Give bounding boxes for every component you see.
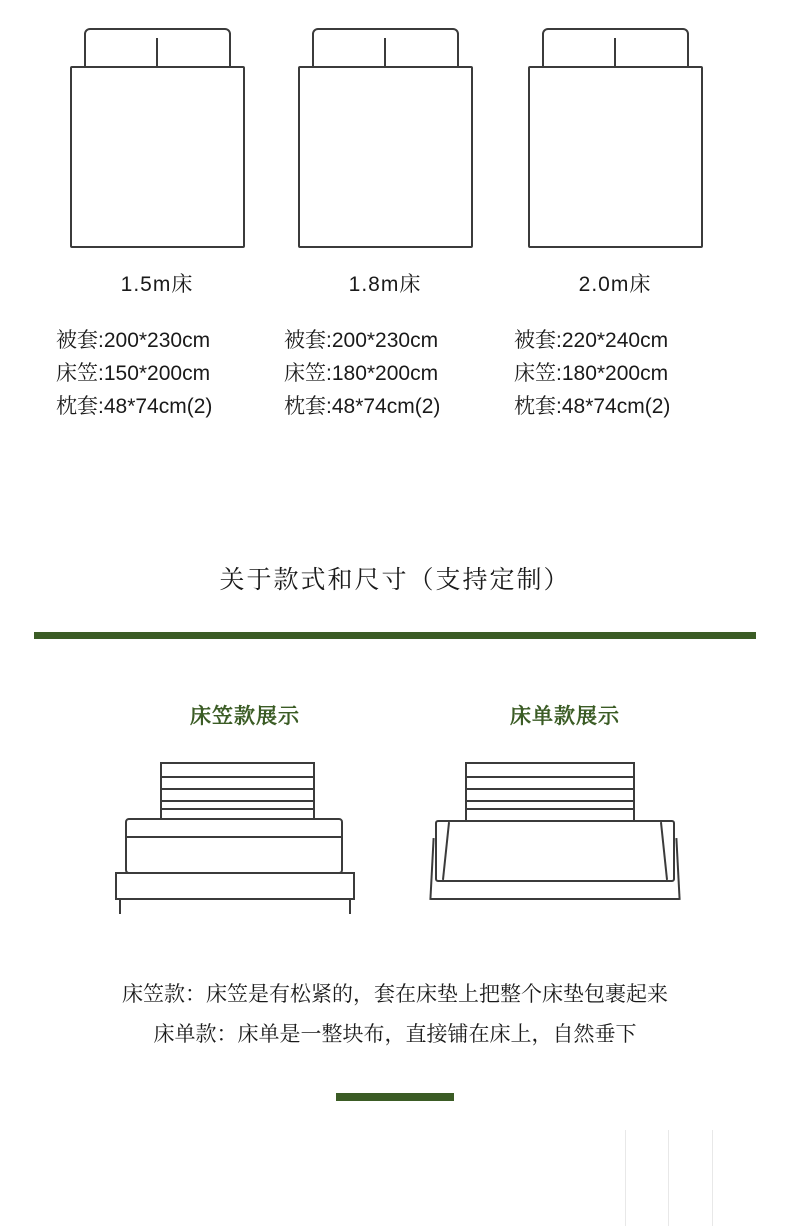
description-fitted: 床笠款：床笠是有松紧的，套在床垫上把整个床垫包裹起来: [122, 983, 668, 1006]
bed-spec-list: [500, 324, 730, 423]
spec-fitted-sheet: 床笠:150*200cm: [56, 362, 211, 385]
headboard-post-right: [633, 762, 635, 826]
headboard-post-left: [160, 762, 162, 824]
style-column-flat: [405, 700, 725, 922]
spec-pillowcase: 枕套:48*74cm(2): [56, 395, 213, 418]
sheet-drape-bottom: [431, 898, 679, 900]
fitted-sheet-edge-line: [127, 836, 341, 838]
spec-fitted-sheet: 床笠:180*200cm: [284, 362, 439, 385]
bed-spec-list: [42, 324, 272, 423]
bed-top-view-diagram: [70, 20, 245, 250]
bed-size-label: 1.8m床: [348, 273, 422, 296]
flat-sheet-shape: [435, 820, 675, 882]
bed-leg-left: [119, 900, 121, 914]
mattress-with-fitted-sheet: [125, 818, 343, 874]
headboard-slat-3: [160, 800, 315, 802]
bed-base-shape: [115, 872, 355, 900]
headboard-slat-2: [465, 788, 635, 790]
headboard-shape: [160, 762, 315, 810]
sheet-drape-left: [429, 838, 434, 900]
headboard-post-right: [313, 762, 315, 824]
bed-top-view-diagram: [298, 20, 473, 250]
bed-leg-right: [349, 900, 351, 914]
spec-pillowcase: 枕套:48*74cm(2): [514, 395, 671, 418]
headboard-post-left: [465, 762, 467, 826]
bed-size-label: 2.0m床: [578, 273, 652, 296]
spec-duvet-cover: 被套:200*230cm: [284, 329, 439, 352]
section-heading: 关于款式和尺寸（支持定制）: [219, 566, 571, 594]
bed-size-column-1: [42, 20, 272, 423]
style-title-fitted: 床笠款展示: [190, 705, 300, 728]
fitted-sheet-bed-diagram: [115, 762, 375, 922]
footer-background-lines: [0, 1130, 790, 1226]
style-title-flat: 床单款展示: [510, 705, 620, 728]
spec-pillowcase: 枕套:48*74cm(2): [284, 395, 441, 418]
spec-fitted-sheet: 床笠:180*200cm: [514, 362, 669, 385]
spec-duvet-cover: 被套:220*240cm: [514, 329, 669, 352]
bed-size-label: 1.5m床: [120, 273, 194, 296]
spec-duvet-cover: 被套:200*230cm: [56, 329, 211, 352]
duvet-shape: [70, 66, 245, 248]
bed-spec-list: [270, 324, 500, 423]
flat-sheet-bed-diagram: [435, 762, 695, 922]
headboard-slat-3: [465, 800, 635, 802]
duvet-shape: [298, 66, 473, 248]
footer-accent-rule: [336, 1093, 454, 1101]
bed-top-view-diagram: [528, 20, 703, 250]
headboard-shape: [465, 762, 635, 810]
bed-size-section: [0, 0, 790, 460]
headboard-slat-1: [160, 776, 315, 778]
style-description-block: [0, 975, 790, 1055]
bed-size-column-3: [500, 20, 730, 423]
sheet-drape-right: [675, 838, 680, 900]
headboard-slat-2: [160, 788, 315, 790]
duvet-shape: [528, 66, 703, 248]
style-column-fitted: [85, 700, 405, 922]
green-divider-rule: [34, 632, 756, 639]
bed-size-column-2: [270, 20, 500, 423]
headboard-slat-1: [465, 776, 635, 778]
description-flat: 床单款：床单是一整块布，直接铺在床上，自然垂下: [153, 1023, 637, 1046]
